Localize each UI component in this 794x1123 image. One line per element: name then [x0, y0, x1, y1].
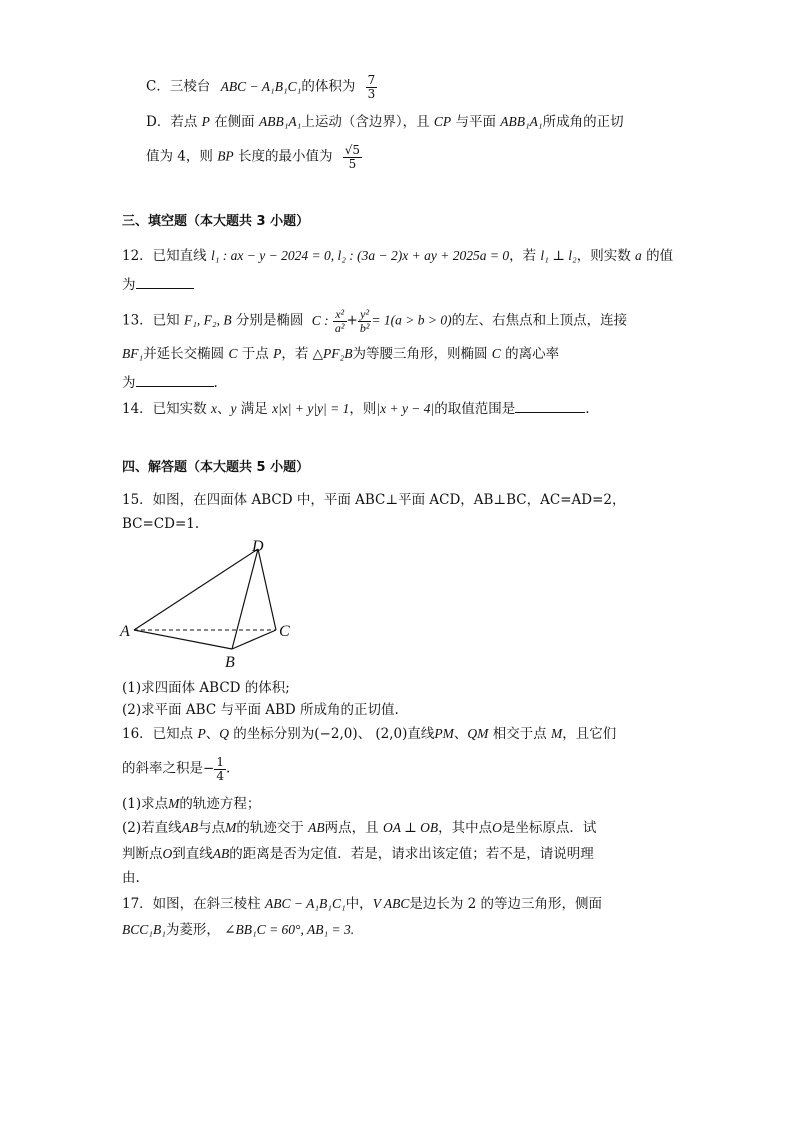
- q16-qc: (2,0): [375, 726, 408, 742]
- option-c: [146, 74, 377, 100]
- option-d-face2: ABB₁A₁: [500, 114, 543, 129]
- q16-sub2-line2: [122, 846, 594, 862]
- q16-s2ab: AB: [181, 820, 199, 835]
- option-d-cp: CP: [433, 114, 452, 129]
- q14-line: [122, 400, 590, 417]
- q13-ynum: y²: [360, 307, 370, 321]
- q13-a: 13．已知: [122, 312, 180, 329]
- option-d-c: 与平面: [455, 114, 496, 130]
- q14-answer-blank[interactable]: [515, 400, 585, 413]
- q16-p: P: [197, 726, 206, 741]
- q12-line1: [122, 248, 673, 264]
- q12-a: 12．已知直线: [122, 248, 207, 264]
- option-d-d: 所成角的正切: [542, 114, 624, 130]
- q16-line1: [122, 726, 616, 742]
- q12-c: ，则实数: [576, 248, 631, 264]
- q13-l3end: .: [213, 375, 218, 391]
- q16-s2d: 两点，且: [324, 820, 379, 836]
- q16-s2l2c: 的距离是否为定值．若是，请求出该定值；若不是，请说明理: [229, 846, 594, 862]
- q16-s2m: M: [225, 820, 237, 835]
- q16-neg: −: [203, 760, 215, 777]
- q16-line2: [122, 756, 230, 782]
- q15-line1: 15．如图，在四面体 ABCD 中，平面 ABC⊥平面 ACD，AB⊥BC，AC=AD=2，: [122, 492, 626, 508]
- q13-l2e: P: [273, 346, 282, 361]
- q16-s2o: O: [492, 820, 502, 835]
- q16-s2b: 与点: [198, 820, 226, 836]
- edge-ad: [134, 549, 258, 630]
- q14-d: 的取值范围是: [434, 401, 516, 417]
- q17-line2: [122, 922, 354, 938]
- q16-s2a: (2)若直线: [122, 820, 182, 836]
- q16-s1m: M: [168, 796, 180, 811]
- q16-s2l2a: 判断点: [122, 846, 163, 862]
- q16-l2a: 的斜率之积是: [122, 760, 203, 777]
- q16-m: M: [551, 726, 563, 741]
- option-c-num: 7: [367, 73, 376, 87]
- q16-q: Q: [219, 726, 229, 741]
- q16-c: 直线: [407, 726, 435, 742]
- q16-pm: PM: [434, 726, 454, 741]
- q13-l2j: 的离心率: [505, 346, 560, 362]
- q16-s1b: 的轨迹方程；: [179, 796, 261, 812]
- q13-l2c: C: [228, 346, 238, 361]
- q14-expr: x|x| + y|y| = 1: [272, 401, 350, 416]
- q13-yden: b²: [359, 320, 370, 335]
- q16-s2c: 的轨迹交于: [236, 820, 304, 836]
- q14-y: y: [230, 401, 237, 416]
- q14-end: .: [585, 401, 590, 417]
- option-d-p: P: [201, 114, 210, 129]
- option-d-line2: [146, 144, 362, 170]
- q16-s2l2o: O: [162, 846, 173, 861]
- q13-line3: [122, 374, 218, 391]
- q15-sub1: (1)求四面体 ABCD 的体积;: [122, 680, 290, 696]
- q16-num: 1: [216, 755, 224, 769]
- q13-l2i: C: [491, 346, 501, 361]
- option-d-a: 在侧面: [214, 114, 255, 130]
- q16-b: 的坐标分别为: [233, 726, 315, 742]
- option-d-line2b: 长度的最小值为: [237, 148, 333, 165]
- vertex-label-a: A: [120, 623, 130, 640]
- vertex-label-c: C: [279, 623, 290, 640]
- vertex-label-d: D: [252, 538, 264, 555]
- q14-b: 满足: [240, 401, 268, 417]
- q13-l3: 为: [122, 375, 136, 391]
- q12-answer-blank[interactable]: [136, 276, 194, 289]
- q16-sep: 、: [205, 726, 220, 742]
- section-3-heading: 三、填空题（本大题共 3 小题）: [122, 214, 310, 229]
- q16-s2l2b: 到直线: [172, 846, 213, 862]
- q16-s2ab2: AB: [308, 820, 325, 835]
- q16-fraction: [214, 756, 226, 782]
- q13-l2g: △PF₂B: [312, 346, 353, 361]
- q17-l2b: 为菱形，: [165, 922, 220, 938]
- q15-line2: BC=CD=1.: [122, 516, 200, 532]
- q17-l2a: BCC₁B₁: [122, 922, 166, 937]
- q15-sub2: (2)求平面 ABC 与平面 ABD 所成角的正切值.: [122, 702, 399, 718]
- q13-c: 的左、右焦点和上顶点，连接: [451, 312, 628, 329]
- q12-d: 的值: [646, 248, 674, 264]
- vertex-label-b: B: [225, 654, 235, 671]
- option-c-den: 3: [367, 86, 376, 101]
- q13-l2d: 于点: [241, 346, 269, 362]
- option-c-fraction: [366, 74, 378, 100]
- q13-b: 分别是椭圆: [235, 312, 304, 329]
- edge-bc: [232, 630, 276, 649]
- q17-expr: ABC − A₁B₁C₁: [264, 896, 346, 911]
- q16-a: 16．已知点: [122, 726, 194, 742]
- q13-l2h: 为等腰三角形，则椭圆: [352, 346, 488, 362]
- q12-b: ，若: [509, 248, 537, 264]
- edge-cd: [258, 549, 276, 630]
- q14-c: ，则: [349, 401, 377, 417]
- q16-e: ，且它们: [562, 726, 617, 742]
- option-c-expr: ABC − A₁B₁C₁: [220, 78, 302, 94]
- q16-d: 相交于点: [492, 726, 547, 742]
- q16-pc: (−2,0): [314, 726, 358, 742]
- q17-l2c: ∠BB₁C = 60°, AB₁ = 3.: [224, 922, 355, 937]
- q16-s2f: 是坐标原点．试: [501, 820, 597, 836]
- option-d-face: ABB₁A₁: [258, 114, 302, 129]
- option-c-prefix: C．三棱台: [146, 78, 211, 95]
- q16-sub2-line3: 由.: [122, 870, 140, 886]
- q12-var: a: [635, 248, 642, 263]
- section-4-heading: 四、解答题（本大题共 5 小题）: [122, 460, 310, 475]
- q16-sub2-line1: [122, 820, 596, 836]
- edge-ab: [134, 630, 232, 649]
- q13-line1: 13．已知 F₁, F₂, B 分别是椭圆 C : $\frac{\text{x²}}{\text{a²}}$ + $\frac{\text{y²}}{\text{b²}}$ = 1(a > b > 0)的左、右焦点和上顶点，连接: [122, 307, 628, 335]
- q17-tri: V ABC: [372, 896, 410, 911]
- q17-a: 17．如图，在斜三棱柱: [122, 896, 261, 912]
- q17-c: 是边长为 2 的等边三角形，侧面: [409, 896, 602, 912]
- option-d-fraction: [343, 144, 362, 170]
- q13-line2: [122, 346, 559, 362]
- q13-l2a: BF₁: [122, 346, 144, 361]
- q13-xnum: x²: [335, 307, 345, 321]
- q13-answer-blank[interactable]: [136, 374, 214, 387]
- q16-den: 4: [216, 768, 224, 783]
- q13-c-label: C :: [311, 312, 329, 328]
- option-d-den: 5: [343, 157, 362, 171]
- q14-sep: 、: [216, 401, 231, 417]
- tetrahedron-figure: [118, 535, 318, 675]
- option-d-num: √5: [344, 143, 361, 157]
- option-d-prefix: D．若点: [146, 114, 198, 130]
- q13-y-frac: [358, 308, 372, 334]
- q13-l2f: ，若: [281, 346, 309, 362]
- q16-sub1: [122, 796, 260, 812]
- q16-s1a: (1)求点: [122, 796, 169, 812]
- q16-l2end: .: [225, 760, 231, 777]
- q17-line1: [122, 896, 602, 912]
- q14-expr2: |x + y − 4|: [376, 401, 435, 416]
- q13-x-frac: [333, 308, 347, 334]
- q16-s2e: ，其中点: [438, 820, 493, 836]
- q13-pts: F₁, F₂, B: [183, 312, 232, 328]
- q12-expr2: l₁ ⊥ l₂: [540, 248, 577, 263]
- q13-l2b: 并延长交椭圆: [143, 346, 225, 362]
- q16-sep3: 、: [453, 726, 468, 742]
- option-d-bp: BP: [217, 148, 234, 164]
- q13-xden: a²: [334, 320, 345, 335]
- q12-line2-text: 为: [122, 277, 136, 293]
- option-c-mid: 的体积为: [301, 78, 356, 95]
- q12-line2: [122, 276, 194, 293]
- q14-a: 14．已知实数: [122, 401, 207, 417]
- q16-s2perp: OA ⊥ OB: [382, 820, 439, 835]
- q16-sep2: 、: [357, 726, 372, 742]
- option-d-line1: [146, 114, 624, 130]
- q13-cond: = 1(a > b > 0): [371, 312, 452, 328]
- q16-qm: QM: [467, 726, 489, 741]
- option-d-b: 上运动（含边界），且: [301, 114, 430, 130]
- q14-x: x: [210, 401, 217, 416]
- q17-b: 中，: [345, 896, 373, 912]
- q16-s2l2ab: AB: [212, 846, 230, 861]
- option-d-line2a: 值为 4，则: [146, 148, 213, 165]
- q12-expr1: l₁ : ax − y − 2024 = 0, l₂ : (3a − 2)x + ay + 2025a = 0: [210, 248, 510, 263]
